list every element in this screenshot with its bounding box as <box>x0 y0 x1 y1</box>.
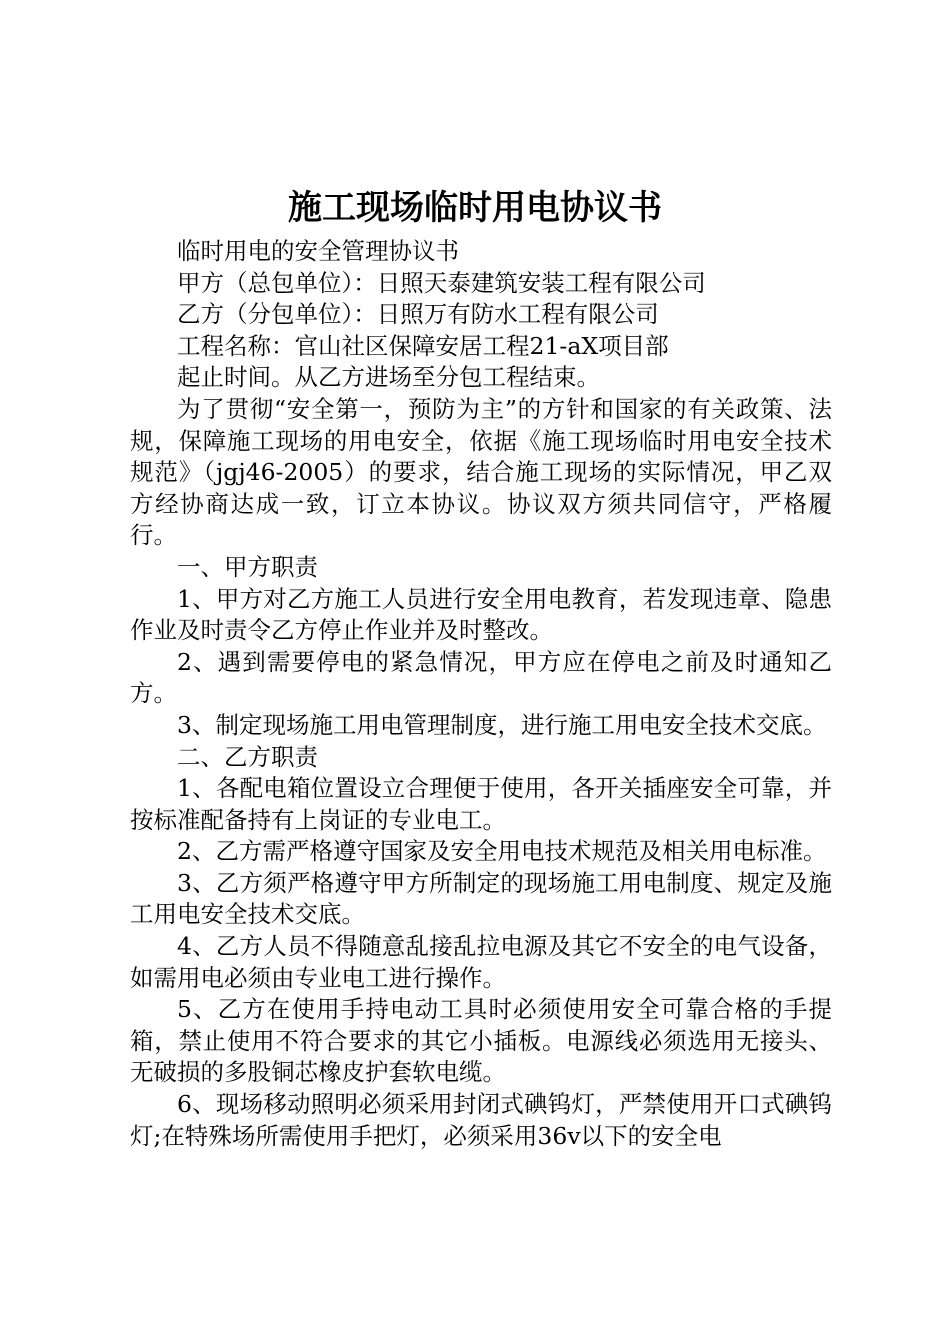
paragraph-party-a: 甲方（总包单位）：日照天泰建筑安装工程有限公司 <box>177 268 706 297</box>
paragraph-party-a-duty-2: 2、遇到需要停电的紧急情况，甲方应在停电之前及时通知乙方。 <box>130 647 832 708</box>
paragraph-duration: 起止时间。从乙方进场至分包工程结束。 <box>177 363 600 392</box>
section-heading-party-b-duties: 二、乙方职责 <box>177 742 318 771</box>
paragraph-party-b-duty-1: 1、各配电箱位置设立合理便于使用，各开关插座安全可靠，并按标准配备持有上岗证的专业电工。 <box>130 774 832 834</box>
paragraph-preamble: 为了贯彻“安全第一，预防为主”的方针和国家的有关政策、法规，保障施工现场的用电安全，依据《施工现场临时用电安全技术规范》（jgj46-2005）的要求，结合施工现场的实际情况，甲乙双方经协商达成一致，订立本协议。协议双方须共同信守，严格履行。 <box>130 394 832 550</box>
paragraph-subtitle: 临时用电的安全管理协议书 <box>177 237 459 265</box>
paragraph-party-a-duty-3: 3、制定现场施工用电管理制度，进行施工用电安全技术交底。 <box>177 710 827 739</box>
paragraph-project-name: 工程名称：官山社区保障安居工程21-aX项目部 <box>177 331 669 360</box>
document-body <box>130 236 832 1152</box>
document-title: 施工现场临时用电协议书 <box>288 188 662 228</box>
paragraph-party-b-duty-2: 2、乙方需严格遵守国家及安全用电技术规范及相关用电标准。 <box>177 837 827 866</box>
section-heading-party-a-duties: 一、甲方职责 <box>177 552 318 581</box>
paragraph-party-b-duty-3: 3、乙方须严格遵守甲方所制定的现场施工用电制度、规定及施工用电安全技术交底。 <box>130 868 832 929</box>
paragraph-party-b-duty-5: 5、乙方在使用手持电动工具时必须使用安全可靠合格的手提箱，禁止使用不符合要求的其它小插板。电源线必须选用无接头、无破损的多股铜芯橡皮护套软电缆。 <box>130 995 832 1087</box>
paragraph-party-a-duty-1: 1、甲方对乙方施工人员进行安全用电教育，若发现违章、隐患作业及时责令乙方停止作业并及时整改。 <box>130 584 832 645</box>
paragraph-party-b-duty-4: 4、乙方人员不得随意乱接乱拉电源及其它不安全的电气设备，如需用电必须由专业电工进行操作。 <box>130 932 832 992</box>
paragraph-party-b-duty-6: 6、现场移动照明必须采用封闭式碘钨灯，严禁使用开口式碘钨灯;在特殊场所需使用手把灯，必须采用36v以下的安全电 <box>130 1090 832 1150</box>
paragraph-party-b: 乙方（分包单位）：日照万有防水工程有限公司 <box>177 300 659 329</box>
